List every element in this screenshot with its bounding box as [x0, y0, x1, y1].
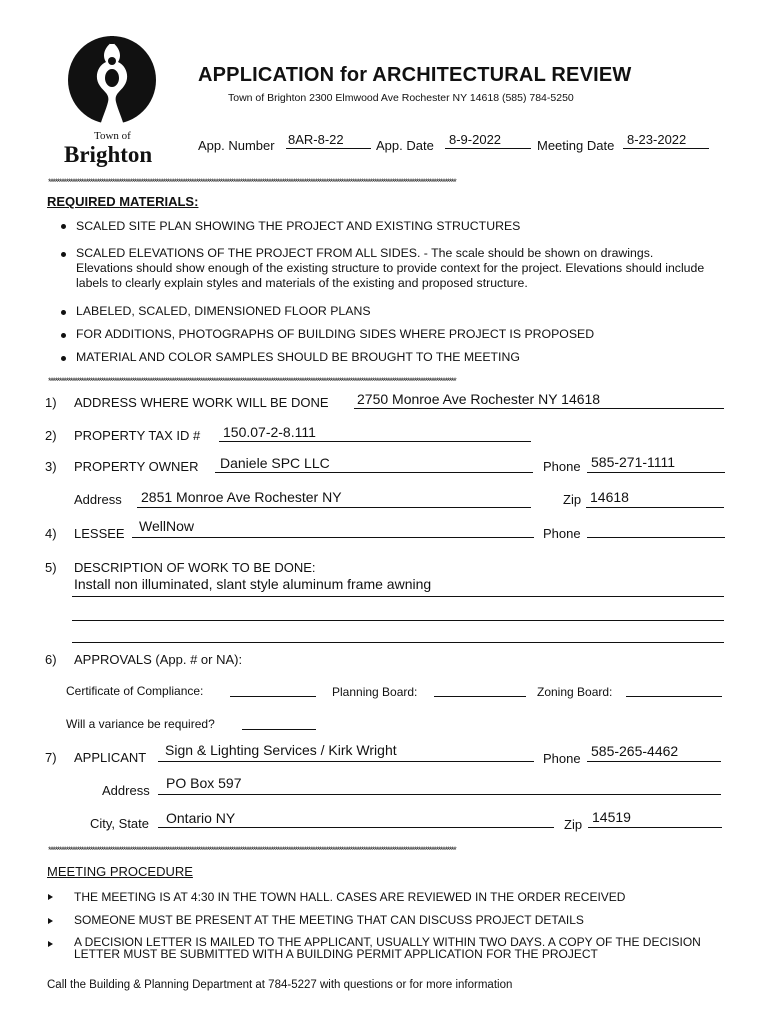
work-address-label: ADDRESS WHERE WORK WILL BE DONE	[74, 395, 329, 410]
lessee-phone-label: Phone	[543, 526, 581, 541]
required-item: LABELED, SCALED, DIMENSIONED FLOOR PLANS	[76, 304, 371, 318]
item-number: 1)	[45, 395, 57, 410]
app-date-value[interactable]: 8-9-2022	[449, 132, 502, 147]
owner-address-value[interactable]: 2851 Monroe Ave Rochester NY	[141, 489, 342, 505]
item-number: 4)	[45, 526, 57, 541]
lessee-label: LESSEE	[74, 526, 125, 541]
required-materials-heading: REQUIRED MATERIALS:	[47, 194, 199, 209]
meeting-date-label: Meeting Date	[537, 138, 615, 153]
owner-zip-value[interactable]: 14618	[590, 489, 629, 505]
description-value[interactable]: Install non illuminated, slant style aluminum frame awning	[74, 576, 432, 592]
app-number-label: App. Number	[198, 138, 275, 153]
town-address: Town of Brighton 2300 Elmwood Ave Rochester NY 14618 (585) 784-5250	[228, 92, 574, 104]
zoning-board-label: Zoning Board:	[537, 685, 613, 699]
arrow-bullet-icon	[48, 894, 53, 900]
bullet-icon	[61, 252, 66, 257]
item-number: 3)	[45, 459, 57, 474]
meeting-procedure-heading: MEETING PROCEDURE	[47, 864, 193, 879]
item-number: 2)	[45, 428, 57, 443]
arrow-bullet-icon	[48, 941, 53, 947]
separator: *****************************************************************************************************************************************************************************************	[48, 376, 456, 386]
planning-board-label: Planning Board:	[332, 685, 418, 699]
applicant-zip-label: Zip	[564, 817, 583, 832]
item-number: 7)	[45, 750, 57, 765]
bullet-icon	[61, 224, 66, 229]
applicant-zip-value[interactable]: 14519	[592, 809, 631, 825]
logo-brighton: Brighton	[64, 142, 153, 167]
town-logo	[64, 34, 172, 174]
required-item: SCALED ELEVATIONS OF THE PROJECT FROM ALL SIDES. - The scale should be shown on drawings. Elevations should show enough of the existing structure to provide context for the project. Elevations should include labels to clearly explain styles and materials of the existing and proposed structure.	[76, 246, 705, 290]
meeting-item: THE MEETING IS AT 4:30 IN THE TOWN HALL. CASES ARE REVIEWED IN THE ORDER RECEIVED	[74, 890, 626, 904]
owner-phone-label: Phone	[543, 459, 581, 474]
applicant-value[interactable]: Sign & Lighting Services / Kirk Wright	[165, 742, 397, 758]
required-item: SCALED SITE PLAN SHOWING THE PROJECT AND EXISTING STRUCTURES	[76, 219, 521, 233]
item-number: 6)	[45, 652, 57, 667]
app-date-label: App. Date	[376, 138, 434, 153]
logo-town-of: Town of	[94, 130, 131, 142]
coc-label: Certificate of Compliance:	[66, 684, 204, 698]
bullet-icon	[61, 356, 66, 361]
applicant-address-label: Address	[102, 783, 150, 798]
work-address-value[interactable]: 2750 Monroe Ave Rochester NY 14618	[357, 391, 601, 407]
meeting-date-value[interactable]: 8-23-2022	[627, 132, 687, 147]
city-state-value[interactable]: Ontario NY	[166, 810, 236, 826]
lessee-value[interactable]: WellNow	[139, 518, 194, 534]
approvals-label: APPROVALS (App. # or NA):	[74, 652, 243, 667]
owner-label: PROPERTY OWNER	[74, 459, 199, 474]
arrow-bullet-icon	[48, 918, 53, 924]
bullet-icon	[61, 310, 66, 315]
tax-id-value[interactable]: 150.07-2-8.111	[223, 424, 316, 440]
item-number: 5)	[45, 560, 57, 575]
applicant-label: APPLICANT	[74, 750, 147, 765]
description-label: DESCRIPTION OF WORK TO BE DONE:	[74, 560, 316, 575]
separator: *****************************************************************************************************************************************************************************************	[48, 845, 456, 855]
owner-address-label: Address	[74, 492, 122, 507]
owner-value[interactable]: Daniele SPC LLC	[220, 455, 330, 471]
app-number-value[interactable]: 8AR-8-22	[288, 132, 344, 147]
owner-zip-label: Zip	[563, 492, 582, 507]
bullet-icon	[61, 333, 66, 338]
meeting-item: A DECISION LETTER IS MAILED TO THE APPLICANT, USUALLY WITHIN TWO DAYS. A COPY OF THE DECISION LETTER MUST BE SUBMITTED WITH A BUILDING PERMIT APPLICATION FOR THE PROJECT	[74, 935, 701, 961]
applicant-phone-value[interactable]: 585-265-4462	[591, 743, 679, 759]
city-state-label: City, State	[90, 816, 150, 831]
meeting-item: SOMEONE MUST BE PRESENT AT THE MEETING THAT CAN DISCUSS PROJECT DETAILS	[74, 913, 584, 927]
applicant-address-value[interactable]: PO Box 597	[166, 775, 242, 791]
separator: *****************************************************************************************************************************************************************************************	[48, 177, 456, 187]
page-title: APPLICATION for ARCHITECTURAL REVIEW	[198, 64, 632, 86]
required-item: MATERIAL AND COLOR SAMPLES SHOULD BE BROUGHT TO THE MEETING	[76, 350, 520, 364]
variance-label: Will a variance be required?	[66, 717, 215, 731]
owner-phone-value[interactable]: 585-271-1111	[591, 454, 676, 470]
town-seal-icon	[64, 34, 172, 134]
required-item: FOR ADDITIONS, PHOTOGRAPHS OF BUILDING SIDES WHERE PROJECT IS PROPOSED	[76, 327, 595, 341]
footer-note: Call the Building & Planning Department at 784-5227 with questions or for more information	[47, 979, 513, 991]
tax-id-label: PROPERTY TAX ID #	[74, 428, 201, 443]
applicant-phone-label: Phone	[543, 751, 581, 766]
